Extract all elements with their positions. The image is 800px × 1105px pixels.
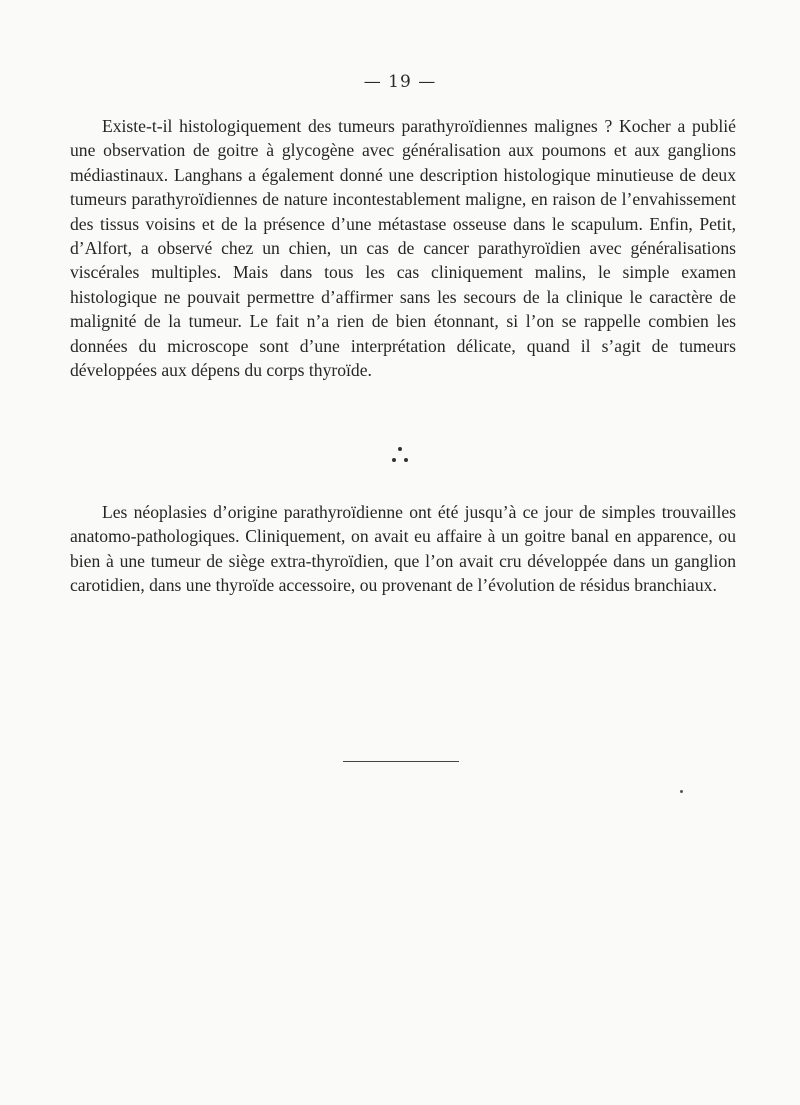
paragraph-histology: Existe-t-il histologiquement des tumeurs parathyroïdiennes malignes ? Kocher a publié une observation de goitre à glycogène avec généralisation aux poumons et aux ganglions médiastinaux. Langhans a également donné une description histologique minutieuse de deux tumeurs parathyroïdiennes de nature incontestablement maligne, en raison de l’envahissement des tissus voisins et de la présence d’une métastase osseuse dans le scapulum. Enfin, Petit, d’Alfort, a observé chez un chien, un cas de cancer parathyroïdien avec généralisations viscérales multiples. Mais dans tous les cas cliniquement malins, le simple examen histologique ne pouvait permettre d’affirmer sans les secours de la clinique le caractère de malignité de la tumeur. Le fait n’a rien de bien étonnant, si l’on se rappelle combien les données du microscope sont d’une interprétation délicate, quand il s’agit de tumeurs développées aux dépens du corps thyroïde. (70, 116, 736, 381)
asterism-separator (388, 445, 412, 465)
paper-speck (680, 790, 683, 793)
page-number: — 19 — (363, 72, 437, 92)
end-rule-divider (343, 761, 459, 762)
paragraph-neoplasies: Les néoplasies d’origine parathyroïdienne ont été jusqu’à ce jour de simples trouvailles anatomo-pathologiques. Cliniquement, on avait eu affaire à un goitre banal en apparence, ou bien à une tumeur de siège extra-thyroïdien, que l’on avait cru développée dans un ganglion carotidien, dans une thyroïde accessoire, ou provenant de l’évolution de résidus branchiaux. (70, 502, 736, 596)
